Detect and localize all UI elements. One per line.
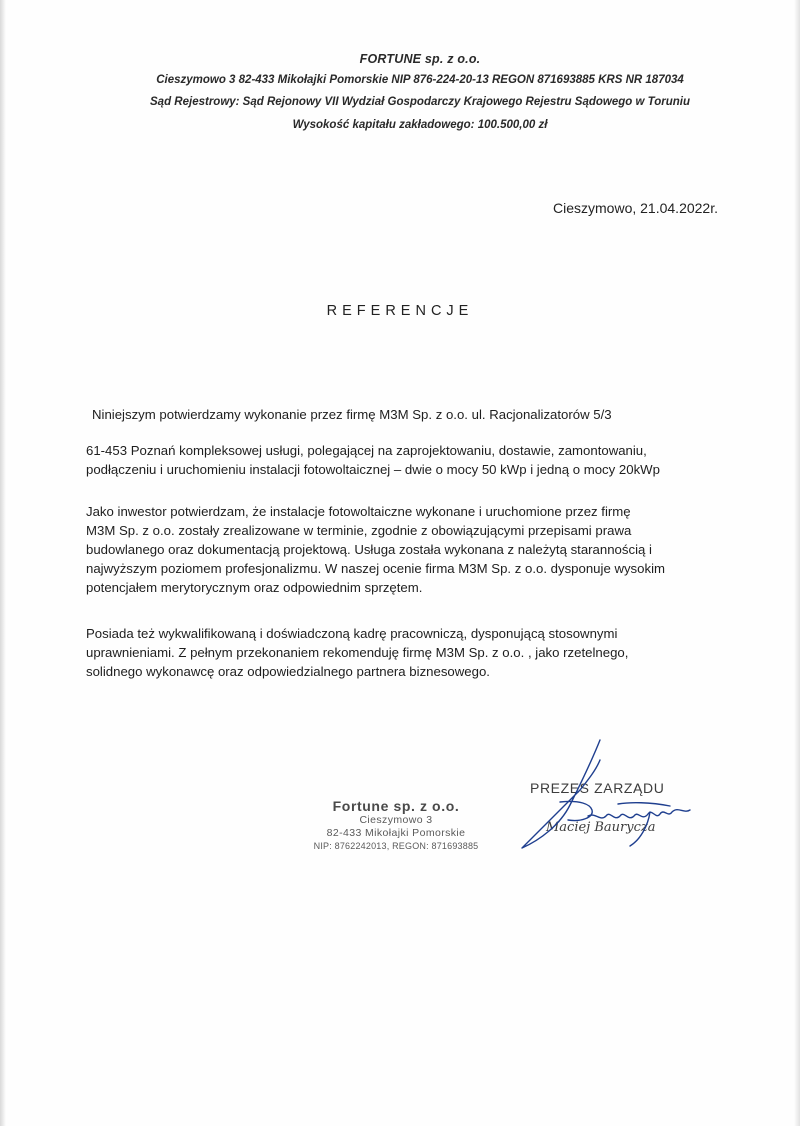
paragraph-3 bbox=[86, 502, 726, 597]
letterhead-company-name: FORTUNE sp. z o.o. bbox=[359, 52, 481, 66]
paragraph-line: uprawnieniami. Z pełnym przekonaniem rekomenduję firmę M3M Sp. z o.o. , jako rzetelnego, bbox=[86, 645, 629, 660]
paragraph-line: Jako inwestor potwierdzam, że instalacje fotowoltaiczne wykonane i uruchomione przez firmę bbox=[86, 504, 631, 519]
paragraph-line: Posiada też wykwalifikowaną i doświadczoną kadrę pracowniczą, dysponującą stosownymi bbox=[86, 626, 618, 641]
handwritten-signature bbox=[500, 730, 720, 870]
letterhead-court-line: Sąd Rejestrowy: Sąd Rejonowy VII Wydział Gospodarczy Krajowego Rejestru Sądowego w Toruniu bbox=[150, 96, 690, 108]
stamp-ids: NIP: 8762242013, REGON: 871693885 bbox=[313, 841, 479, 851]
scan-edge-right bbox=[794, 0, 800, 1126]
stamp-city: 82-433 Mikołajki Pomorskie bbox=[326, 827, 466, 839]
letterhead-capital-line: Wysokość kapitału zakładowego: 100.500,00 zł bbox=[292, 119, 548, 131]
paragraph-1 bbox=[86, 405, 732, 424]
paragraph-line: potencjałem merytorycznym oraz odpowiednim sprzętem. bbox=[86, 580, 423, 595]
document-title: REFERENCJE bbox=[326, 303, 474, 319]
paragraph-line: 61-453 Poznań kompleksowej usługi, polegającej na zaprojektowaniu, dostawie, zamontowaniu, bbox=[86, 443, 647, 458]
company-stamp bbox=[296, 798, 496, 852]
document-date: Cieszymowo, 21.04.2022r. bbox=[553, 200, 718, 216]
paragraph-line: budowlanego oraz dokumentacją projektową. Usługa została wykonana z należytą starannością i bbox=[86, 542, 652, 557]
paragraph-4 bbox=[86, 624, 726, 681]
scan-edge-left bbox=[0, 0, 6, 1126]
signature-person-name: Maciej Baurycza bbox=[546, 820, 656, 835]
stamp-company-name: Fortune sp. z o.o. bbox=[332, 798, 460, 814]
paragraph-line: solidnego wykonawcę oraz odpowiedzialnego partnera biznesowego. bbox=[86, 664, 490, 679]
paragraph-2 bbox=[86, 441, 726, 479]
paragraph-line: Niniejszym potwierdzamy wykonanie przez firmę M3M Sp. z o.o. ul. Racjonalizatorów 5/3 bbox=[92, 407, 612, 422]
signature-role: PREZES ZARZĄDU bbox=[530, 780, 665, 796]
paragraph-line: podłączeniu i uruchomieniu instalacji fotowoltaicznej – dwie o mocy 50 kWp i jedną o mocy 20kWp bbox=[86, 462, 660, 477]
stamp-street: Cieszymowo 3 bbox=[359, 814, 433, 826]
paragraph-line: M3M Sp. z o.o. zostały zrealizowane w terminie, zgodnie z obowiązującymi przepisami prawa bbox=[86, 523, 632, 538]
paragraph-line: najwyższym poziomem profesjonalizmu. W naszej ocenie firma M3M Sp. z o.o. dysponuje wysokim bbox=[86, 561, 665, 576]
letterhead-address-line: Cieszymowo 3 82-433 Mikołajki Pomorskie NIP 876-224-20-13 REGON 871693885 KRS NR 187034 bbox=[156, 74, 684, 86]
